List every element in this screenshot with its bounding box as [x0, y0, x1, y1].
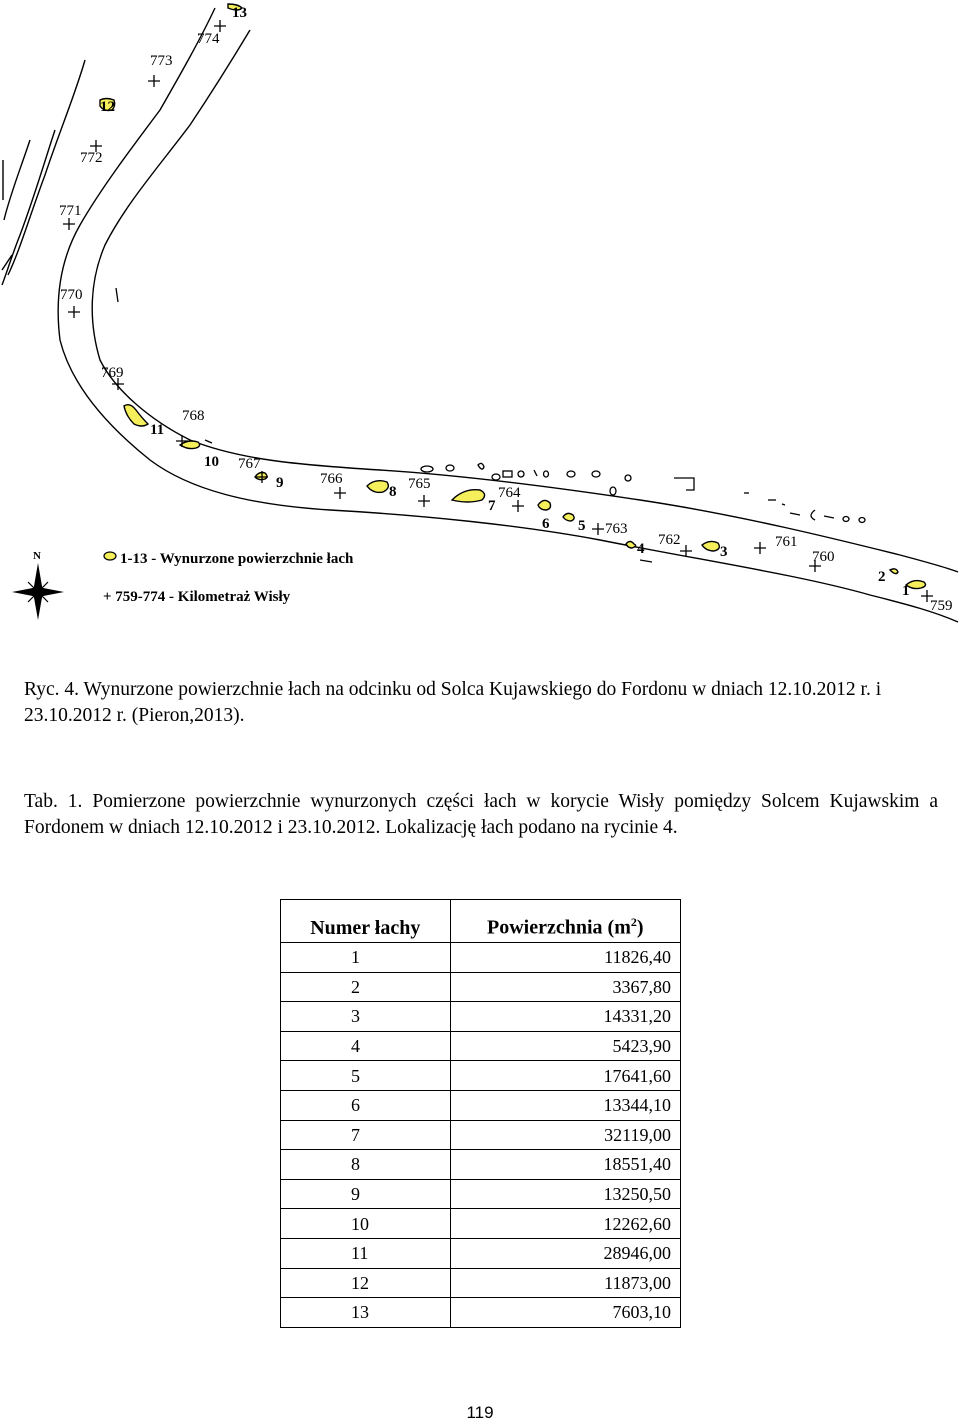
- km-label-773: 773: [150, 53, 173, 69]
- km-label-767: 767: [238, 456, 261, 472]
- sandbar-4: [626, 542, 636, 549]
- km-label-760: 760: [812, 549, 835, 565]
- table-row: [281, 1002, 681, 1032]
- cell-number: 11: [281, 1238, 451, 1268]
- sandbar-8: [367, 481, 388, 493]
- table-row: [281, 943, 681, 973]
- sandbar-label-8: 8: [389, 484, 397, 500]
- sandbar-label-9: 9: [276, 475, 284, 491]
- table-row: [281, 1031, 681, 1061]
- sandbar-3: [702, 541, 719, 551]
- cell-number: 13: [281, 1298, 451, 1328]
- sandbar-label-10: 10: [204, 454, 219, 470]
- sandbar-11: [124, 405, 148, 426]
- table-row: [281, 1061, 681, 1091]
- sandbar-label-5: 5: [578, 518, 586, 534]
- table-row: [281, 1090, 681, 1120]
- cell-area: 7603,10: [450, 1298, 680, 1328]
- sandbar-label-7: 7: [488, 498, 496, 514]
- sandbar-6: [538, 500, 551, 510]
- sandbar-label-4: 4: [637, 541, 645, 557]
- cell-number: 3: [281, 1002, 451, 1032]
- sandbar-7: [452, 490, 485, 502]
- cell-number: 5: [281, 1061, 451, 1091]
- sandbar-9: [255, 473, 267, 480]
- table-row: [281, 1298, 681, 1328]
- km-label-768: 768: [182, 408, 205, 424]
- km-label-759: 759: [930, 598, 953, 614]
- cell-number: 1: [281, 943, 451, 973]
- header-number: Numer łachy: [281, 900, 451, 943]
- cell-area: 12262,60: [450, 1209, 680, 1239]
- cell-number: 7: [281, 1120, 451, 1150]
- cell-area: 11873,00: [450, 1268, 680, 1298]
- river-map: [0, 0, 960, 630]
- sandbar-label-6: 6: [542, 516, 550, 532]
- figure-caption: Ryc. 4. Wynurzone powierzchnie łach na odcinku od Solca Kujawskiego do Fordonu w dniach 12.10.2012 r. i 23.10.2012 r. (Pieron,2013).: [24, 679, 882, 726]
- cell-area: 5423,90: [450, 1031, 680, 1061]
- sandbar-10: [180, 441, 200, 449]
- header-area: Powierzchnia $(m^2)$: [450, 900, 680, 943]
- sandbar-label-2: 2: [878, 569, 886, 585]
- km-label-774: 774: [197, 31, 220, 47]
- cell-area: 32119,00: [450, 1120, 680, 1150]
- km-crosses: [63, 20, 933, 602]
- cell-area: 13344,10: [450, 1090, 680, 1120]
- cell-number: 4: [281, 1031, 451, 1061]
- cell-area: 18551,40: [450, 1150, 680, 1180]
- cell-area: 14331,20: [450, 1002, 680, 1032]
- table-row: [281, 972, 681, 1002]
- km-label-764: 764: [498, 485, 521, 501]
- km-label-765: 765: [408, 476, 431, 492]
- map-legend: [103, 551, 354, 605]
- km-label-766: 766: [320, 471, 343, 487]
- cell-area: 11826,40: [450, 943, 680, 973]
- sandbar-2: [890, 569, 898, 574]
- sandbar-area-table: [280, 899, 681, 1328]
- cell-number: 10: [281, 1209, 451, 1239]
- sandbar-labels: [100, 5, 910, 599]
- km-label-763: 763: [605, 521, 628, 537]
- sandbar-label-3: 3: [720, 544, 728, 560]
- cell-area: 28946,00: [450, 1238, 680, 1268]
- page-number: 119: [466, 1403, 494, 1422]
- cell-number: 2: [281, 972, 451, 1002]
- table-header-row: [281, 900, 681, 943]
- sandbar-label-1: 1: [902, 583, 910, 599]
- table-caption: Tab. 1. Pomierzone powierzchnie wynurzonych części łach w korycie Wisły pomiędzy Solcem Kujawskim a Fordonem w dniach 12.10.2012 i 23.10.2012. Lokalizację łach podano na rycinie 4.: [24, 791, 938, 838]
- cell-number: 9: [281, 1179, 451, 1209]
- cell-area: 13250,50: [450, 1179, 680, 1209]
- cell-area: 3367,80: [450, 972, 680, 1002]
- table-row: [281, 1238, 681, 1268]
- river-outline: [2, 8, 958, 622]
- cell-number: 6: [281, 1090, 451, 1120]
- cell-area: 17641,60: [450, 1061, 680, 1091]
- sandbar-label-11: 11: [150, 422, 165, 438]
- table-row: [281, 1268, 681, 1298]
- table-row: [281, 1120, 681, 1150]
- km-label-762: 762: [658, 532, 681, 548]
- legend-kilometers: + 759-774 - Kilometraż Wisły: [103, 589, 291, 605]
- km-labels: [59, 31, 953, 614]
- table-row: [281, 1179, 681, 1209]
- legend-sandbars: 1-13 - Wynurzone powierzchnie łach: [120, 551, 354, 567]
- km-label-770: 770: [60, 287, 83, 303]
- cell-number: 8: [281, 1150, 451, 1180]
- km-label-761: 761: [775, 534, 798, 550]
- sandbar-label-13: 13: [232, 5, 247, 21]
- km-label-772: 772: [80, 150, 103, 166]
- table-row: [281, 1150, 681, 1180]
- north-arrow-icon: [12, 550, 64, 620]
- table-row: [281, 1209, 681, 1239]
- north-label: N: [33, 550, 41, 562]
- sandbar-5: [563, 513, 574, 521]
- cell-number: 12: [281, 1268, 451, 1298]
- sandbar-label-12: 12: [100, 99, 115, 115]
- km-label-769: 769: [101, 365, 124, 381]
- legend-sandbar-swatch: [104, 552, 116, 560]
- km-label-771: 771: [59, 203, 82, 219]
